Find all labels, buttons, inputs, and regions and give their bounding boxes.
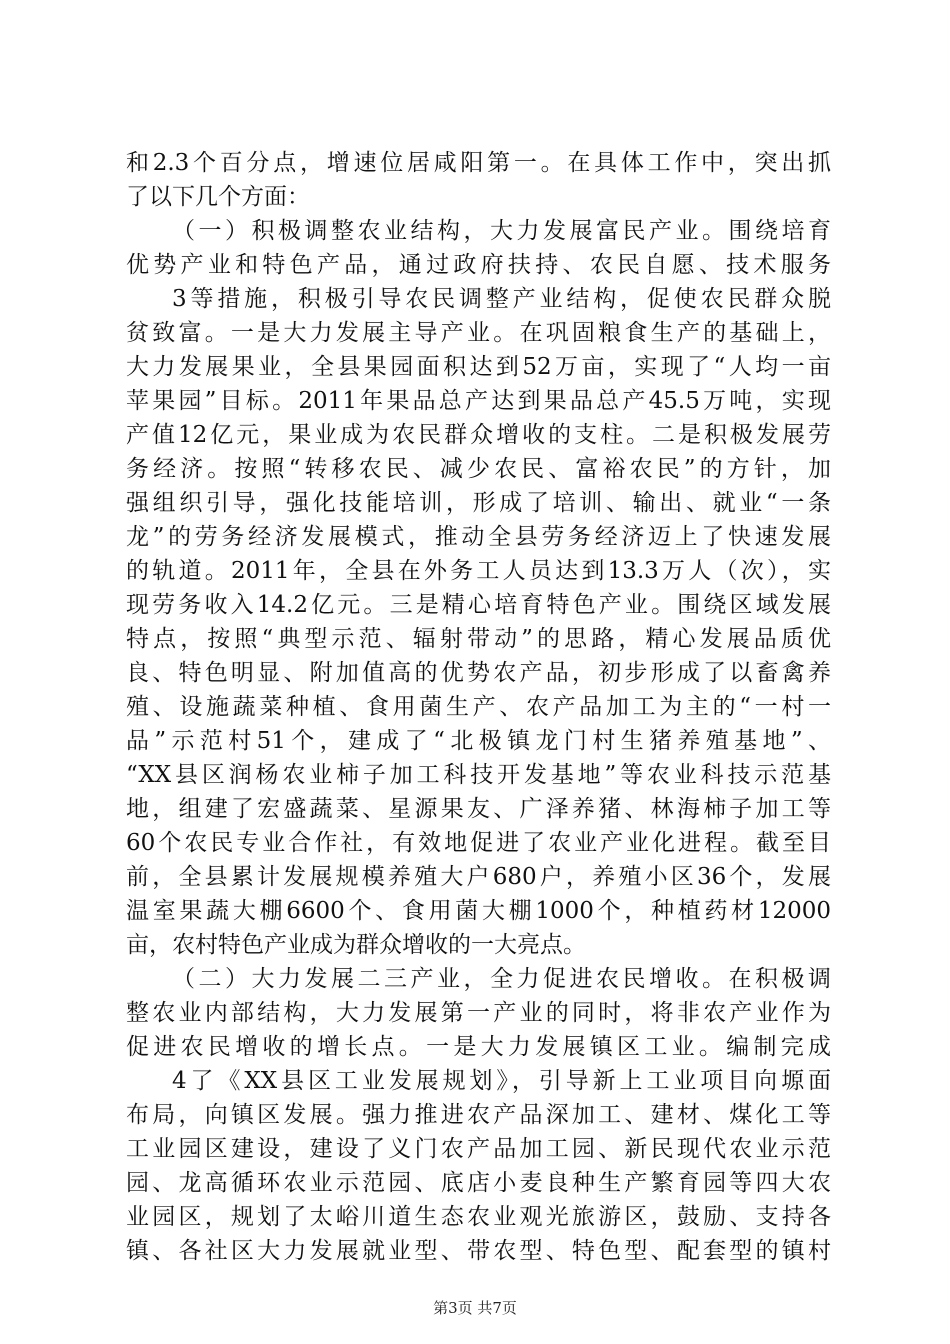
text-line: 促进农民增收的增长点。一是大力发展镇区工业。编制完成 (126, 1034, 831, 1060)
text-line: 优势产业和特色产品，通过政府扶持、农民自愿、技术服务 (126, 252, 831, 278)
text-line: 地，组建了宏盛蔬菜、星源果友、广泽养猪、林海柿子加工等 (126, 796, 831, 822)
text-line: 了以下几个方面： (126, 184, 310, 210)
text-line: 镇、各社区大力发展就业型、带农型、特色型、配套型的镇村 (126, 1238, 831, 1264)
text-line: 品”示范村51个，建成了“北极镇龙门村生猪养殖基地”、 (126, 728, 831, 754)
text-line: 园、龙高循环农业示范园、底店小麦良种生产繁育园等四大农 (126, 1170, 831, 1196)
text-line: 务经济。按照“转移农民、减少农民、富裕农民”的方针，加 (126, 456, 831, 482)
text-line: 亩，农村特色产业成为群众增收的一大亮点。 (126, 932, 586, 958)
text-line: （二）大力发展二三产业，全力促进农民增收。在积极调 (172, 966, 831, 992)
text-line: 特点，按照“典型示范、辐射带动”的思路，精心发展品质优 (126, 626, 831, 652)
text-line: 工业园区建设，建设了义门农产品加工园、新民现代农业示范 (126, 1136, 831, 1162)
text-line: “XX县区润杨农业柿子加工科技开发基地”等农业科技示范基 (126, 762, 831, 788)
text-line: 温室果蔬大棚6600个、食用菌大棚1000个，种植药材12000 (126, 898, 831, 924)
text-line: 现劳务收入14.2亿元。三是精心培育特色产业。围绕区域发展 (126, 592, 831, 618)
text-line: 大力发展果业，全县果园面积达到52万亩，实现了“人均一亩 (126, 354, 831, 380)
text-line: 3等措施，积极引导农民调整产业结构，促使农民群众脱 (172, 286, 831, 312)
text-line: 强组织引导，强化技能培训，形成了培训、输出、就业“一条 (126, 490, 831, 516)
text-line: 和2.3个百分点，增速位居咸阳第一。在具体工作中，突出抓 (126, 150, 831, 176)
text-line: 的轨道。2011年，全县在外务工人员达到13.3万人（次），实 (126, 558, 831, 584)
text-line: （一）积极调整农业结构，大力发展富民产业。围绕培育 (172, 218, 831, 244)
text-line: 殖、设施蔬菜种植、食用菌生产、农产品加工为主的“一村一 (126, 694, 831, 720)
text-line: 60个农民专业合作社，有效地促进了农业产业化进程。截至目 (126, 830, 831, 856)
text-line: 整农业内部结构，大力发展第一产业的同时，将非农产业作为 (126, 1000, 831, 1026)
text-line: 良、特色明显、附加值高的优势农产品，初步形成了以畜禽养 (126, 660, 831, 686)
text-line: 贫致富。一是大力发展主导产业。在巩固粮食生产的基础上， (126, 320, 831, 346)
page-footer: 第3页 共7页 (433, 1299, 517, 1317)
text-line: 业园区，规划了太峪川道生态农业观光旅游区，鼓励、支持各 (126, 1204, 831, 1230)
text-line: 4了《XX县区工业发展规划》，引导新上工业项目向塬面 (172, 1068, 831, 1094)
text-line: 龙”的劳务经济发展模式，推动全县劳务经济迈上了快速发展 (126, 524, 831, 550)
text-line: 布局，向镇区发展。强力推进农产品深加工、建材、煤化工等 (126, 1102, 831, 1128)
text-line: 苹果园”目标。2011年果品总产达到果品总产45.5万吨，实现 (126, 388, 831, 414)
text-line: 产值12亿元，果业成为农民群众增收的支柱。二是积极发展劳 (126, 422, 831, 448)
document-body (126, 146, 831, 1268)
text-line: 前，全县累计发展规模养殖大户680户，养殖小区36个，发展 (126, 864, 831, 890)
